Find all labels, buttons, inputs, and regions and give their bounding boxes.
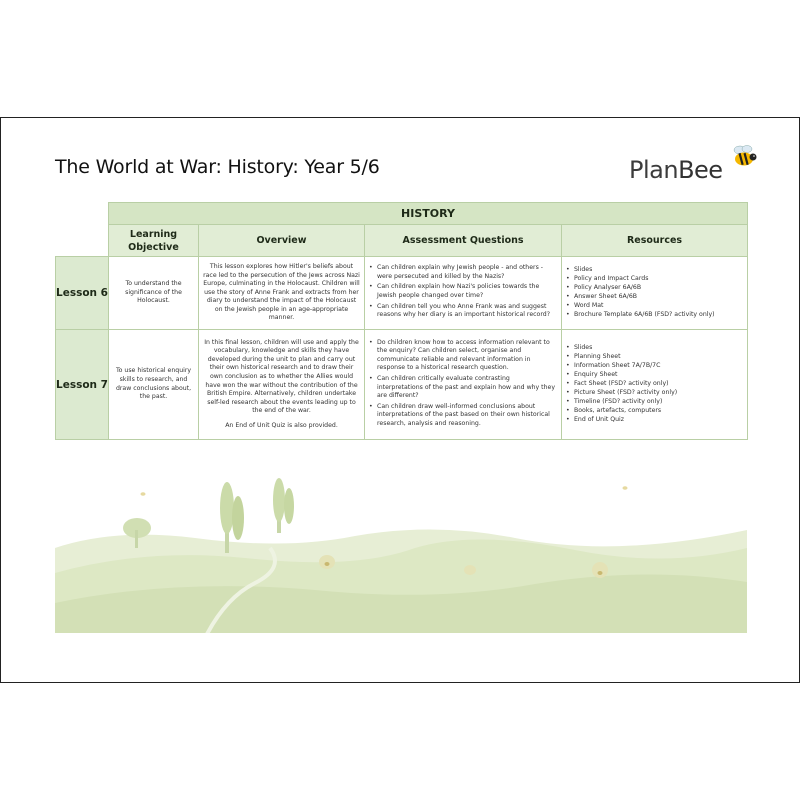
column-header-resources: Resources [562, 225, 748, 257]
column-header-objective: Learning Objective [109, 225, 199, 257]
column-header-questions: Assessment Questions [365, 225, 562, 257]
resource-item: • Fact Sheet (FSD? activity only) [566, 380, 743, 389]
question-item: • Can children explain how Nazi's policies towards the Jewish people changed over time? [369, 283, 557, 300]
bee-icon [141, 486, 628, 496]
lesson-table [55, 202, 748, 440]
table-row [56, 330, 748, 440]
resources-list [562, 330, 748, 440]
resource-item: • Word Mat [566, 302, 743, 311]
table-row [56, 257, 748, 330]
question-item: • Can children explain why Jewish people - and others - were persecuted and killed by the Nazis? [369, 264, 557, 281]
overview-paragraph: An End of Unit Quiz is also provided. [225, 421, 338, 429]
resource-item: • Answer Sheet 6A/6B [566, 293, 743, 302]
overview-paragraph: In this final lesson, children will use and apply the vocabulary, knowledge and skills they have developed during the unit to plan and carry out their own historical research and to draw their own conclusion as to whether the Allies would have won the war without the contribution of the British Empire. Alternatively, children undertake self-led research about the events leading up to the end of the war. [204, 338, 359, 415]
resource-item: • Policy and Impact Cards [566, 275, 743, 284]
resource-item: • End of Unit Quiz [566, 416, 743, 425]
resource-item: • Books, artefacts, computers [566, 407, 743, 416]
resource-item: • Slides [566, 344, 743, 353]
resource-item: • Picture Sheet (FSD? activity only) [566, 389, 743, 398]
overview-text [199, 330, 365, 440]
column-header-overview: Overview [199, 225, 365, 257]
bee-icon [729, 142, 759, 172]
page-title: The World at War: History: Year 5/6 [55, 156, 380, 178]
assessment-questions [365, 257, 562, 330]
question-item: • Can children draw well-informed conclusions about interpretations of the past based on their own historical research, analysis and reasoning. [369, 403, 557, 429]
resource-item: • Slides [566, 266, 743, 275]
lesson-label: Lesson 7 [56, 330, 109, 440]
landscape-illustration [55, 478, 747, 633]
resources-list [562, 257, 748, 330]
planbee-logo: PlanBee [629, 146, 749, 186]
resource-item: • Policy Analyser 6A/6B [566, 284, 743, 293]
question-item: • Can children critically evaluate contrasting interpretations of the past and explain how and why they are different? [369, 375, 557, 401]
overview-text: This lesson explores how Hitler's beliefs about race led to the persecution of the Jews across Nazi Europe, culminating in the Holocaust. Children will use the story of Anne Frank and extracts from her diary to understand the impact of the Holocaust on the Jewish people in an age-appropriate manner. [199, 257, 365, 330]
resource-item: • Planning Sheet [566, 353, 743, 362]
question-item: • Do children know how to access information relevant to the enquiry? Can children select, organise and communicate reliable and relevant information in response to a historical research question. [369, 339, 557, 373]
resource-item: • Timeline (FSD? activity only) [566, 398, 743, 407]
resource-item: • Brochure Template 6A/6B (FSD? activity only) [566, 311, 743, 320]
subject-header: HISTORY [109, 203, 748, 225]
learning-objective: To understand the significance of the Holocaust. [109, 257, 199, 330]
assessment-questions [365, 330, 562, 440]
resource-item: • Enquiry Sheet [566, 371, 743, 380]
question-item: • Can children tell you who Anne Frank was and suggest reasons why her diary is an important historical record? [369, 303, 557, 320]
lesson-label: Lesson 6 [56, 257, 109, 330]
resource-item: • Information Sheet 7A/7B/7C [566, 362, 743, 371]
learning-objective: To use historical enquiry skills to research, and draw conclusions about, the past. [109, 330, 199, 440]
lesson-plan-page [0, 117, 800, 683]
